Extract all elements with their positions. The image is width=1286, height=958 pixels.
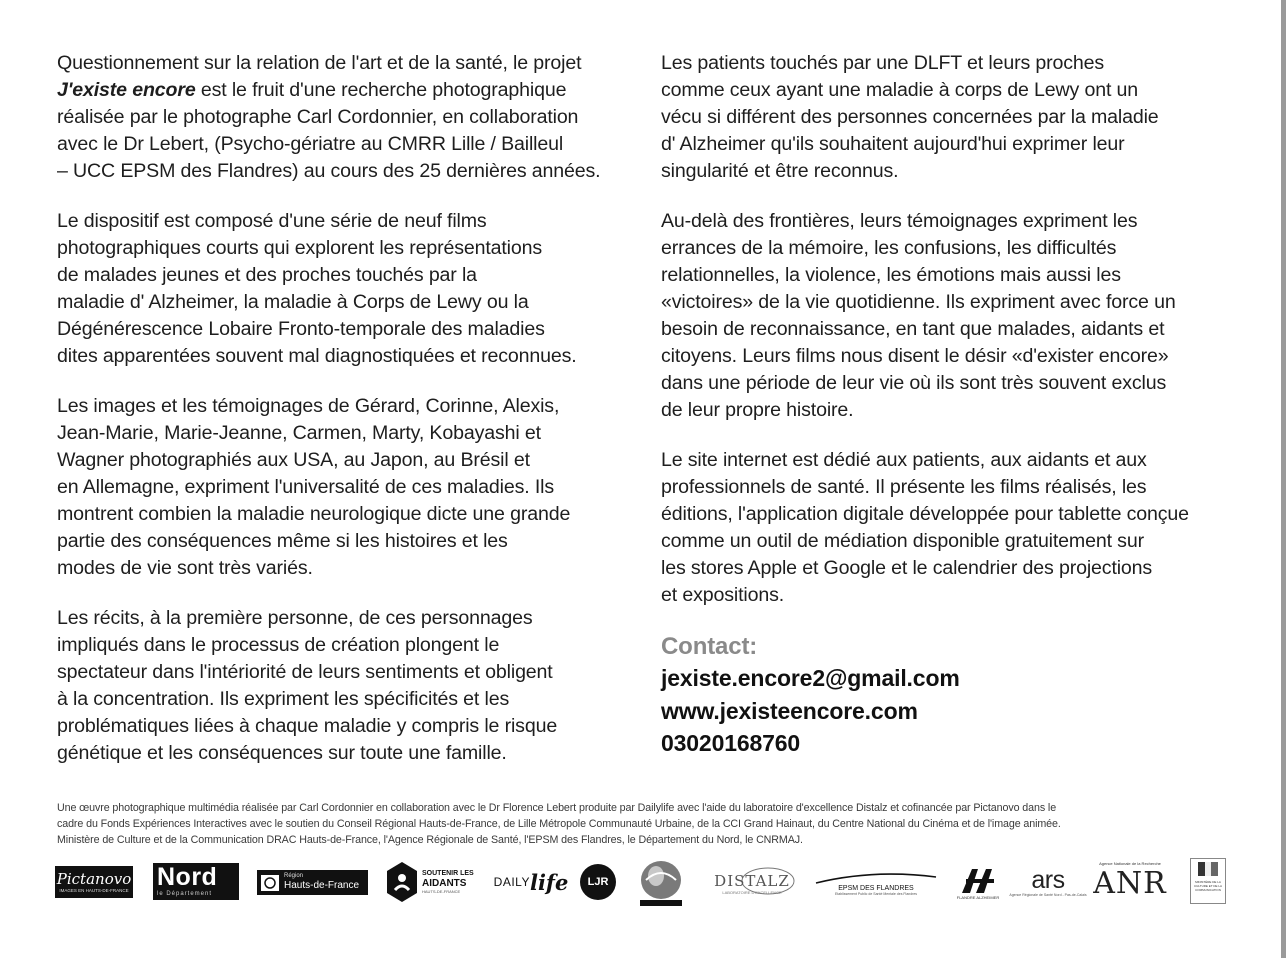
text-line: maladie d' Alzheimer, la maladie à Corps de Lewy ou la	[57, 291, 529, 313]
text-line: impliqués dans le processus de création plongent le	[57, 634, 500, 656]
text-line: dans une période de leur vie où ils sont très souvent exclus	[661, 372, 1167, 394]
text-line: relationnelles, la violence, les émotions mais aussi les	[661, 264, 1121, 286]
text-line: photographiques courts qui explorent les représentations	[57, 237, 543, 259]
text-line: de malades jeunes et des proches touchés par la	[57, 264, 477, 286]
france-alzheimer-logo	[954, 864, 1002, 902]
page-edge-bar	[1281, 0, 1286, 958]
text-line: éditions, l'application digitale développée pour tablette conçue	[661, 503, 1189, 525]
epsm-name: EPSM DES FLANDRES	[838, 884, 914, 892]
ars-tagline: Agence Régionale de Santé Nord - Pas-de-Calais	[1009, 892, 1087, 897]
aidants-line3: HAUTS-DE-FRANCE	[422, 889, 461, 894]
text-line: – UCC EPSM des Flandres) au cours des 25 dernières années.	[57, 160, 601, 182]
credits-line: Une œuvre photographique multimédia réalisée par Carl Cordonnier en collaboration avec le Dr Florence Lebert produite par Dailylife avec l'aide du laboratoire d'excellence Distalz et cofinancée par Pictanovo dans le	[57, 802, 1057, 814]
text-line: Les images et les témoignages de Gérard, Corinne, Alexis,	[57, 395, 560, 417]
text-line: réalisée par le photographe Carl Cordonnier, en collaboration	[57, 106, 579, 128]
text-line: Les récits, à la première personne, de ces personnages	[57, 607, 533, 629]
patients-paragraph	[661, 50, 1241, 185]
nord-name: Nord	[157, 863, 218, 891]
text-line: Au-delà des frontières, leurs témoignages expriment les	[661, 210, 1138, 232]
text-line: Questionnement sur la relation de l'art et de la santé, le projet	[57, 52, 582, 74]
text-line: d' Alzheimer qu'ils souhaitent aujourd'hui exprimer leur	[661, 133, 1125, 155]
text-line: dites apparentées souvent mal diagnostiquées et reconnues.	[57, 345, 577, 367]
distalz-logo	[706, 866, 798, 900]
anr-name: ANR	[1093, 866, 1167, 901]
stories-paragraph	[57, 605, 637, 767]
text-line: montrent combien la maladie neurologique dicte une grande	[57, 503, 571, 525]
text-line: avec le Dr Lebert, (Psycho-gériatre au CMRR Lille / Bailleul	[57, 133, 564, 155]
text-line: les stores Apple et Google et le calendrier des projections	[661, 557, 1153, 579]
ljr-logo	[580, 864, 616, 900]
right-column	[661, 50, 1241, 760]
pictanovo-name: Pictanovo	[56, 869, 132, 888]
text-line	[57, 77, 637, 104]
text-line: comme un outil de médiation disponible gratuitement sur	[661, 530, 1144, 552]
text-line: errances de la mémoire, les confusions, les difficultés	[661, 237, 1117, 259]
testimonies-paragraph	[57, 393, 637, 582]
text-line: modes de vie sont très variés.	[57, 557, 313, 579]
pictanovo-tagline: IMAGES EN HAUTS-DE-FRANCE	[59, 887, 129, 893]
dispositif-paragraph	[57, 208, 637, 370]
credits-line: cadre du Fonds Expériences Interactives avec le soutien du Conseil Régional Hauts-de-France, de Lille Métropole Communauté Urbaine, de la CCI Grand Hainaut, du Centre National du Cinéma et de l'image animée.	[57, 818, 1061, 830]
contact-email[interactable]: jexiste.encore2@gmail.com	[661, 665, 960, 691]
credits-line: Ministère de Culture et de la Communication DRAC Hauts-de-France, l'Agence Régionale de Santé, l'EPSM des Flandres, le Département du Nord, le CNRMAJ.	[57, 834, 803, 846]
dailylife-script: life	[529, 869, 569, 895]
epsm-tagline: Etablissement Public de Santé Mentale des Flandres	[834, 891, 918, 896]
dailylife-prefix: DAILY	[493, 875, 530, 889]
region-line2: Hauts-de-France	[284, 880, 360, 891]
text-line: problématiques liées à chaque maladie y compris le risque	[57, 715, 558, 737]
text-line: Le site internet est dédié aux patients, aux aidants et aux	[661, 449, 1147, 471]
aidants-line2: AIDANTS	[422, 878, 467, 889]
credits-text	[57, 800, 1247, 848]
borders-paragraph	[661, 208, 1241, 424]
project-title: J'existe encore	[57, 79, 196, 101]
contact-block	[661, 632, 1241, 760]
text-line: en Allemagne, expriment l'universalité de ces maladies. Ils	[57, 476, 554, 498]
text-line: Dégénérescence Lobaire Fronto-temporale des maladies	[57, 318, 545, 340]
aidants-hexagon-icon	[386, 861, 418, 903]
text-line: de leur propre histoire.	[661, 399, 854, 421]
contact-phone: 03020168760	[661, 730, 801, 756]
nord-tagline: le Département	[157, 891, 213, 897]
text-line: partie des conséquences même si les histoires et les	[57, 530, 508, 552]
text-line: citoyens. Leurs films nous disent le désir «d'exister encore»	[661, 345, 1169, 367]
epsm-logo	[814, 868, 938, 898]
intro-paragraph	[57, 50, 637, 185]
text-line: vécu si différent des personnes concernées par la maladie	[661, 106, 1159, 128]
ars-logo	[1009, 862, 1087, 902]
partner-logos	[0, 852, 1286, 912]
anr-logo	[1090, 858, 1170, 904]
text-line: et expositions.	[661, 584, 785, 606]
contact-title: Contact:	[661, 633, 758, 660]
left-column	[57, 50, 637, 790]
text-line: «victoires» de la vie quotidienne. Ils expriment avec force un	[661, 291, 1176, 313]
dailylife-logo	[494, 866, 568, 898]
region-line1: Région	[284, 873, 304, 879]
region-logo	[257, 870, 368, 895]
distalz-tagline: LABORATOIRE D'EXCELLENCE	[722, 889, 782, 895]
distalz-name: DISTALZ	[714, 871, 790, 890]
aidants-line1: SOUTENIR LES	[422, 870, 474, 877]
anr-tagline: Agence Nationale de la Recherche	[1099, 861, 1161, 866]
text-line: génétique et les conséquences sur toute une famille.	[57, 742, 507, 764]
text-line: singularité et être reconnus.	[661, 160, 899, 182]
text-line: professionnels de santé. Il présente les films réalisés, les	[661, 476, 1147, 498]
marianne-flag-icon	[1198, 862, 1218, 876]
ministere-logo	[1190, 858, 1226, 904]
text-line: Les patients touchés par une DLFT et leurs proches	[661, 52, 1105, 74]
france-alzheimer-tagline: FLANDRE ALZHEIMER	[956, 894, 1000, 900]
text-line: Le dispositif est composé d'une série de neuf films	[57, 210, 487, 232]
ljr-text: LJR	[587, 876, 609, 888]
aidants-logo	[386, 860, 482, 904]
france-alzheimer-icon	[958, 867, 998, 895]
text-line: Jean-Marie, Marie-Jeanne, Carmen, Marty, Kobayashi et	[57, 422, 541, 444]
text-line: besoin de reconnaissance, en tant que malades, aidants et	[661, 318, 1165, 340]
ministere-tagline: MINISTÈRE DE LA CULTURE ET DE LA COMMUNICATION	[1193, 880, 1223, 892]
ars-name: ars	[1031, 865, 1065, 894]
text-line: comme ceux ayant une maladie à corps de Lewy ont un	[661, 79, 1139, 101]
nord-logo	[153, 863, 239, 900]
text-fragment: est le fruit d'une recherche photographique	[195, 79, 567, 101]
website-paragraph	[661, 447, 1241, 609]
text-line: Wagner photographiés aux USA, au Japon, au Brésil et	[57, 449, 530, 471]
brain-emblem-icon	[634, 856, 688, 910]
text-line: à la concentration. Ils expriment les spécificités et les	[57, 688, 510, 710]
region-emblem-icon	[260, 874, 280, 892]
epsm-wave-icon	[814, 871, 938, 885]
pictanovo-logo	[55, 866, 133, 898]
text-line: spectateur dans l'intériorité de leurs sentiments et obligent	[57, 661, 553, 683]
contact-website[interactable]: www.jexisteencore.com	[661, 697, 918, 724]
cnrmaj-logo	[634, 856, 688, 910]
